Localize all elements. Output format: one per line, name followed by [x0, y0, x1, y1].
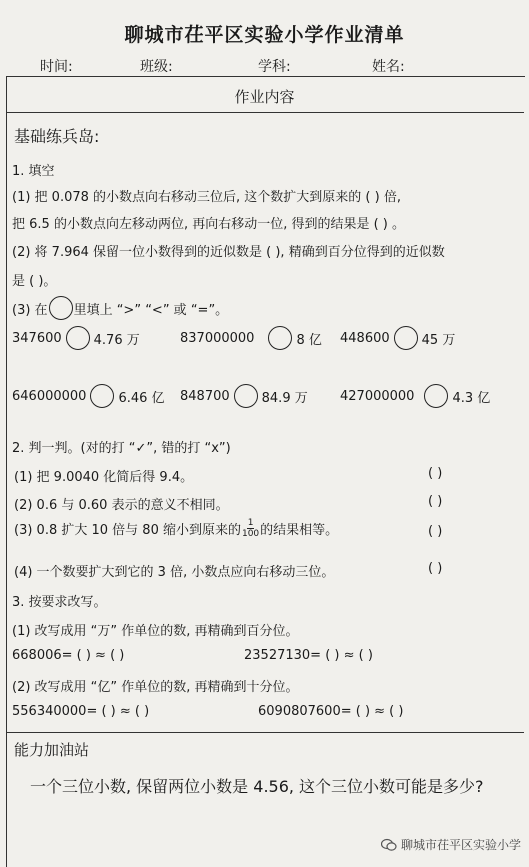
- q1-p3: [12, 296, 228, 320]
- q1-p2-line2: 是 ( )。: [12, 274, 57, 289]
- ability-question: 一个三位小数, 保留两位小数是 4.56, 这个三位小数可能是多少?: [30, 777, 484, 796]
- rewrite-row[interactable]: 556340000= ( ) ≈ ( ): [12, 704, 150, 719]
- fraction-numerator: 1: [247, 518, 254, 528]
- compare-right: 45 万: [421, 332, 456, 348]
- rewrite-row[interactable]: 23527130= ( ) ≈ ( ): [244, 648, 373, 663]
- judge-item-post: 的结果相等。: [260, 523, 339, 538]
- compare-circle[interactable]: [394, 326, 418, 350]
- class-label: 班级:: [140, 59, 173, 75]
- name-label: 姓名:: [372, 59, 405, 75]
- q1-p3-pre: (3) 在: [12, 302, 48, 318]
- judge-item-text: (4) 一个数要扩大到它的 3 倍, 小数点应向右移动三位。: [14, 565, 335, 580]
- compare-item: [340, 384, 490, 408]
- q1-p2-line1: (2) 将 7.964 保留一位小数得到的近似数是 ( ), 精确到百分位得到的近似数: [12, 245, 445, 260]
- judge-answer-blank[interactable]: ( ): [428, 494, 443, 509]
- q3-p2: (2) 改写成用 “亿” 作单位的数, 再精确到十分位。: [12, 680, 299, 695]
- q1-p1-line1: (1) 把 0.078 的小数点向右移动三位后, 这个数扩大到原来的 ( ) 倍,: [12, 190, 401, 205]
- section-header: 作业内容: [234, 88, 295, 106]
- compare-circle: [49, 296, 73, 320]
- q1-p3-post: 里填上 “>” “<” 或 “=”。: [73, 302, 229, 318]
- wechat-icon: [381, 838, 397, 852]
- judge-answer-blank[interactable]: ( ): [428, 524, 443, 539]
- fraction-denominator: 100: [241, 529, 260, 539]
- compare-item: [340, 326, 455, 350]
- divider: [6, 76, 524, 77]
- compare-item: [180, 384, 308, 408]
- judge-item-pre: (3) 0.8 扩大 10 倍与 80 缩小到原来的: [14, 523, 241, 538]
- compare-item: [12, 326, 140, 350]
- time-label: 时间:: [40, 59, 73, 75]
- q3-title: 3. 按要求改写。: [12, 595, 107, 610]
- compare-right: 8 亿: [296, 332, 322, 348]
- q2-title: 2. 判一判。(对的打 “✓”, 错的打 “x”): [12, 441, 231, 456]
- rewrite-row[interactable]: 668006= ( ) ≈ ( ): [12, 648, 125, 663]
- compare-right: 4.3 亿: [452, 390, 491, 406]
- compare-left: 427000000: [340, 388, 415, 404]
- q1-p1-line2: 把 6.5 的小数点向左移动两位, 再向右移动一位, 得到的结果是 ( ) 。: [12, 217, 406, 232]
- subject-label: 学科:: [258, 59, 291, 75]
- compare-left: 646000000: [12, 388, 87, 404]
- judge-item-3: [14, 518, 338, 539]
- compare-left: 448600: [340, 330, 390, 346]
- divider: [6, 112, 524, 113]
- compare-circle[interactable]: [66, 326, 90, 350]
- compare-circle[interactable]: [90, 384, 114, 408]
- divider: [6, 732, 524, 733]
- compare-circle[interactable]: [268, 326, 292, 350]
- compare-item: [180, 326, 322, 350]
- basic-section-title: 基础练兵岛:: [14, 127, 100, 146]
- compare-right: 84.9 万: [261, 390, 308, 406]
- rewrite-row[interactable]: 6090807600= ( ) ≈ ( ): [258, 704, 404, 719]
- compare-left: 347600: [12, 330, 62, 346]
- page-title: 聊城市茌平区实验小学作业清单: [124, 24, 405, 46]
- judge-item-text: (1) 把 9.0040 化简后得 9.4。: [14, 470, 194, 485]
- fraction: [242, 518, 259, 539]
- compare-right: 6.46 亿: [118, 390, 165, 406]
- compare-circle[interactable]: [424, 384, 448, 408]
- compare-left: 848700: [180, 388, 230, 404]
- compare-left: 837000000: [180, 330, 255, 346]
- q1-title: 1. 填空: [12, 164, 55, 179]
- judge-answer-blank[interactable]: ( ): [428, 466, 443, 481]
- watermark: [381, 836, 521, 853]
- ability-section-title: 能力加油站: [14, 741, 90, 759]
- watermark-text: 聊城市茌平区实验小学: [400, 838, 521, 852]
- judge-item-text: (2) 0.6 与 0.60 表示的意义不相同。: [14, 498, 229, 513]
- q3-p1: (1) 改写成用 “万” 作单位的数, 再精确到百分位。: [12, 624, 299, 639]
- compare-item: [12, 384, 165, 408]
- judge-answer-blank[interactable]: ( ): [428, 561, 443, 576]
- compare-circle[interactable]: [234, 384, 258, 408]
- compare-right: 4.76 万: [93, 332, 140, 348]
